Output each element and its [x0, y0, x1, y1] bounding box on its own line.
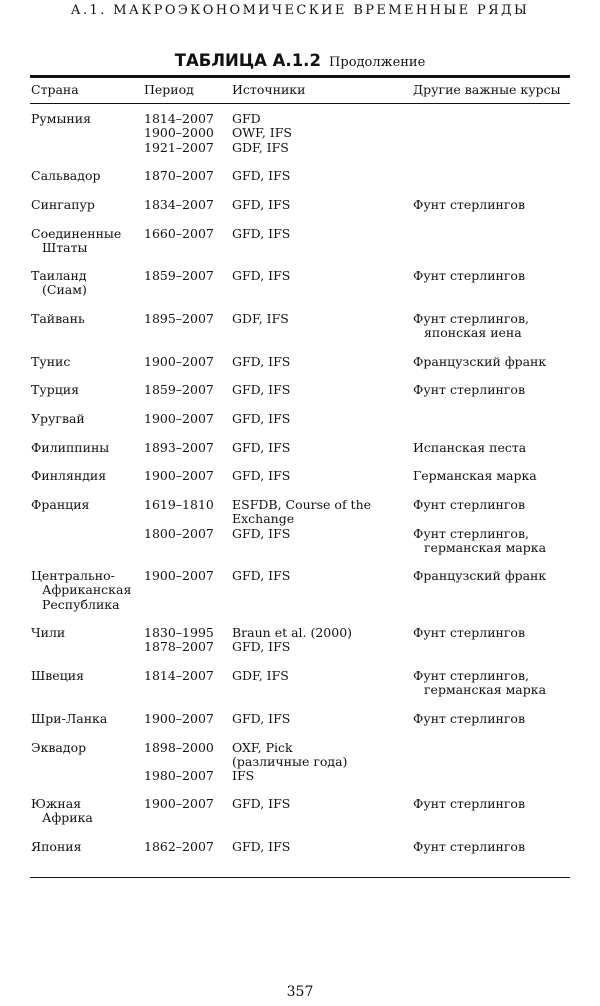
- sources-cell-line: GFD, IFS: [232, 568, 291, 583]
- country-cell: [31, 198, 139, 212]
- sources-cell: [232, 569, 407, 583]
- period-cell: [144, 498, 229, 512]
- country-cell-line: Тунис: [31, 354, 71, 369]
- country-cell-line: Филиппины: [31, 440, 110, 455]
- rates-cell: [413, 569, 573, 583]
- country-cell-line: Шри-Ланка: [31, 711, 108, 726]
- country-cell: [31, 498, 139, 512]
- rates-cell-line: Германская марка: [413, 468, 537, 483]
- period-cell-line: 1900–2007: [144, 796, 214, 811]
- bottom-rule: [30, 877, 570, 878]
- sources-cell-line: GDF, IFS: [232, 668, 289, 683]
- period-cell-line: 1900–2007: [144, 711, 214, 726]
- country-cell-line: Чили: [31, 625, 66, 640]
- period-cell: [144, 769, 229, 783]
- rates-cell: [413, 383, 573, 397]
- country-cell: [31, 169, 139, 183]
- sources-cell: [232, 312, 407, 326]
- sources-cell: [232, 741, 407, 770]
- top-rule: [30, 75, 570, 78]
- sources-cell-line: GFD, IFS: [232, 268, 291, 283]
- period-cell-line: 1830–1995: [144, 625, 214, 640]
- sources-cell: [232, 355, 407, 369]
- sources-cell: [232, 626, 407, 655]
- sources-cell-line: GFD, IFS: [232, 639, 291, 655]
- period-cell: [144, 840, 229, 854]
- rates-cell-line: Французский франк: [413, 354, 547, 369]
- sources-cell-line: GDF, IFS: [232, 139, 289, 155]
- rates-cell-line: Фунт стерлингов,: [413, 526, 529, 541]
- sources-cell-line: OXF, Pick: [232, 740, 293, 755]
- rates-cell-line: Фунт стерлингов,: [413, 311, 529, 326]
- country-cell: [31, 312, 139, 326]
- rates-cell-line: Фунт стерлингов: [413, 382, 525, 397]
- rates-cell: [413, 469, 573, 483]
- rates-cell: [413, 355, 573, 369]
- country-cell-line: Штаты: [42, 240, 88, 256]
- sources-cell: [232, 441, 407, 455]
- country-cell-line: Швеция: [31, 668, 84, 683]
- column-header-country: Страна: [31, 82, 79, 97]
- column-header-period: Период: [144, 82, 194, 97]
- rates-cell: [413, 269, 573, 283]
- header-rule: [30, 103, 570, 104]
- rates-cell: [413, 441, 573, 455]
- country-cell-line: Япония: [31, 839, 82, 854]
- period-cell-line: 1870–2007: [144, 168, 214, 183]
- sources-cell: [232, 840, 407, 854]
- country-cell: [31, 712, 139, 726]
- sources-cell: [232, 712, 407, 726]
- country-cell: [31, 412, 139, 426]
- column-header-other-rates: Другие важные курсы: [413, 82, 561, 97]
- sources-cell-line: GFD, IFS: [232, 440, 291, 455]
- sources-cell-line: GFD, IFS: [232, 711, 291, 726]
- sources-cell-line: GFD, IFS: [232, 197, 291, 212]
- rates-cell-line: Французский франк: [413, 568, 547, 583]
- sources-cell-line: IFS: [232, 768, 255, 783]
- column-header-sources: Источники: [232, 82, 306, 97]
- rates-cell: [413, 797, 573, 811]
- period-cell: [144, 441, 229, 455]
- sources-cell-line: GFD, IFS: [232, 168, 291, 183]
- period-cell: [144, 355, 229, 369]
- page-number: 357: [286, 984, 314, 1000]
- rates-cell-line: Фунт стерлингов: [413, 268, 525, 283]
- sources-cell: [232, 797, 407, 811]
- country-cell-line: Соединенные: [31, 226, 122, 241]
- period-cell: [144, 412, 229, 426]
- country-cell: [31, 441, 139, 455]
- sources-cell-line: Exchange: [232, 511, 295, 527]
- country-cell-line: Эквадор: [31, 740, 87, 755]
- country-cell: [31, 469, 139, 483]
- rates-cell-line: германская марка: [424, 682, 547, 698]
- period-cell: [144, 227, 229, 241]
- country-cell: [31, 569, 139, 612]
- sources-cell-line: GFD, IFS: [232, 354, 291, 369]
- period-cell: [144, 741, 229, 755]
- country-cell: [31, 741, 139, 755]
- country-cell: [31, 383, 139, 397]
- sources-cell-line: GDF, IFS: [232, 311, 289, 326]
- period-cell-line: 1921–2007: [144, 139, 214, 155]
- period-cell-line: 1900–2007: [144, 468, 214, 483]
- period-cell-line: 1859–2007: [144, 268, 214, 283]
- sources-cell: [232, 383, 407, 397]
- rates-cell: [413, 712, 573, 726]
- country-cell: [31, 626, 139, 640]
- period-cell-line: 1814–2007: [144, 111, 214, 126]
- sources-cell-line: GFD, IFS: [232, 226, 291, 241]
- country-cell: [31, 269, 139, 298]
- rates-cell: [413, 198, 573, 212]
- period-cell-line: 1800–2007: [144, 526, 214, 541]
- running-head: А.1. МАКРОЭКОНОМИЧЕСКИЕ ВРЕМЕННЫЕ РЯДЫ: [70, 3, 530, 18]
- sources-cell: [232, 227, 407, 241]
- country-cell-line: Южная: [31, 796, 82, 811]
- sources-cell-line: GFD, IFS: [232, 468, 291, 483]
- rates-cell-line: Фунт стерлингов: [413, 625, 525, 640]
- period-cell-line: 1814–2007: [144, 668, 214, 683]
- rates-cell-line: Фунт стерлингов: [413, 497, 525, 512]
- rates-cell-line: Фунт стерлингов,: [413, 668, 529, 683]
- sources-cell-line: GFD, IFS: [232, 411, 291, 426]
- period-cell-line: 1898–2000: [144, 740, 214, 755]
- period-cell: [144, 797, 229, 811]
- rates-cell-line: Фунт стерлингов: [413, 796, 525, 811]
- sources-cell: [232, 669, 407, 683]
- sources-cell: [232, 498, 407, 527]
- sources-cell-line: ESFDB, Course of the: [232, 497, 372, 512]
- country-cell-line: Уругвай: [31, 411, 85, 426]
- country-cell: [31, 797, 139, 826]
- sources-cell: [232, 269, 407, 283]
- country-cell: [31, 112, 139, 126]
- country-cell-line: Финляндия: [31, 468, 107, 483]
- sources-cell-line: OWF, IFS: [232, 125, 292, 141]
- rates-cell-line: японская иена: [424, 325, 522, 341]
- country-cell-line: Африка: [42, 810, 93, 826]
- period-cell-line: 1900–2000: [144, 125, 214, 141]
- rates-cell-line: Фунт стерлингов: [413, 839, 525, 854]
- sources-cell-line: GFD, IFS: [232, 526, 291, 541]
- period-cell-line: 1878–2007: [144, 639, 214, 655]
- country-cell-line: Франция: [31, 497, 90, 512]
- country-cell-line: Африканская: [42, 582, 132, 598]
- rates-cell: [413, 498, 573, 512]
- rates-cell-line: Фунт стерлингов: [413, 197, 525, 212]
- period-cell-line: 1862–2007: [144, 839, 214, 854]
- rates-cell-line: германская марка: [424, 540, 547, 556]
- country-cell-line: Турция: [31, 382, 79, 397]
- period-cell-line: 1900–2007: [144, 411, 214, 426]
- period-cell: [144, 112, 229, 155]
- sources-cell: [232, 469, 407, 483]
- period-cell-line: 1893–2007: [144, 440, 214, 455]
- period-cell-line: 1859–2007: [144, 382, 214, 397]
- sources-cell: [232, 769, 407, 783]
- period-cell-line: 1900–2007: [144, 568, 214, 583]
- period-cell: [144, 198, 229, 212]
- period-cell-line: 1660–2007: [144, 226, 214, 241]
- period-cell: [144, 712, 229, 726]
- sources-cell-line: GFD, IFS: [232, 839, 291, 854]
- country-cell-line: Сингапур: [31, 197, 95, 212]
- table-label: ТАБЛИЦА А.1.2: [174, 51, 321, 70]
- country-cell-line: (Сиам): [42, 282, 87, 298]
- period-cell-line: 1980–2007: [144, 768, 214, 783]
- country-cell: [31, 355, 139, 369]
- country-cell-line: Таиланд: [31, 268, 87, 283]
- country-cell-line: Сальвадор: [31, 168, 101, 183]
- country-cell-line: Румыния: [31, 111, 91, 126]
- period-cell-line: 1619–1810: [144, 497, 214, 512]
- table-title: [0, 51, 600, 70]
- period-cell: [144, 569, 229, 583]
- sources-cell-line: GFD, IFS: [232, 796, 291, 811]
- period-cell: [144, 169, 229, 183]
- period-cell-line: 1895–2007: [144, 311, 214, 326]
- rates-cell: [413, 669, 573, 698]
- country-cell: [31, 227, 139, 256]
- sources-cell-line: (различные года): [232, 754, 348, 770]
- period-cell: [144, 312, 229, 326]
- rates-cell-line: Испанская песта: [413, 440, 527, 455]
- rates-cell-line: Фунт стерлингов: [413, 711, 525, 726]
- country-cell-line: Тайвань: [31, 311, 85, 326]
- country-cell: [31, 840, 139, 854]
- period-cell: [144, 626, 229, 655]
- period-cell: [144, 469, 229, 483]
- rates-cell: [413, 626, 573, 640]
- rates-cell: [413, 312, 573, 341]
- country-cell: [31, 669, 139, 683]
- sources-cell-line: GFD: [232, 111, 261, 126]
- period-cell-line: 1834–2007: [144, 197, 214, 212]
- period-cell: [144, 383, 229, 397]
- sources-cell: [232, 527, 407, 541]
- period-cell: [144, 669, 229, 683]
- sources-cell: [232, 112, 407, 155]
- sources-cell-line: GFD, IFS: [232, 382, 291, 397]
- sources-cell: [232, 412, 407, 426]
- country-cell-line: Республика: [42, 596, 120, 612]
- period-cell-line: 1900–2007: [144, 354, 214, 369]
- sources-cell-line: Braun et al. (2000): [232, 625, 353, 640]
- sources-cell: [232, 198, 407, 212]
- country-cell-line: Центрально-: [31, 568, 115, 583]
- period-cell: [144, 269, 229, 283]
- period-cell: [144, 527, 229, 541]
- sources-cell: [232, 169, 407, 183]
- continuation-label: Продолжение: [329, 55, 426, 70]
- rates-cell: [413, 527, 573, 556]
- rates-cell: [413, 840, 573, 854]
